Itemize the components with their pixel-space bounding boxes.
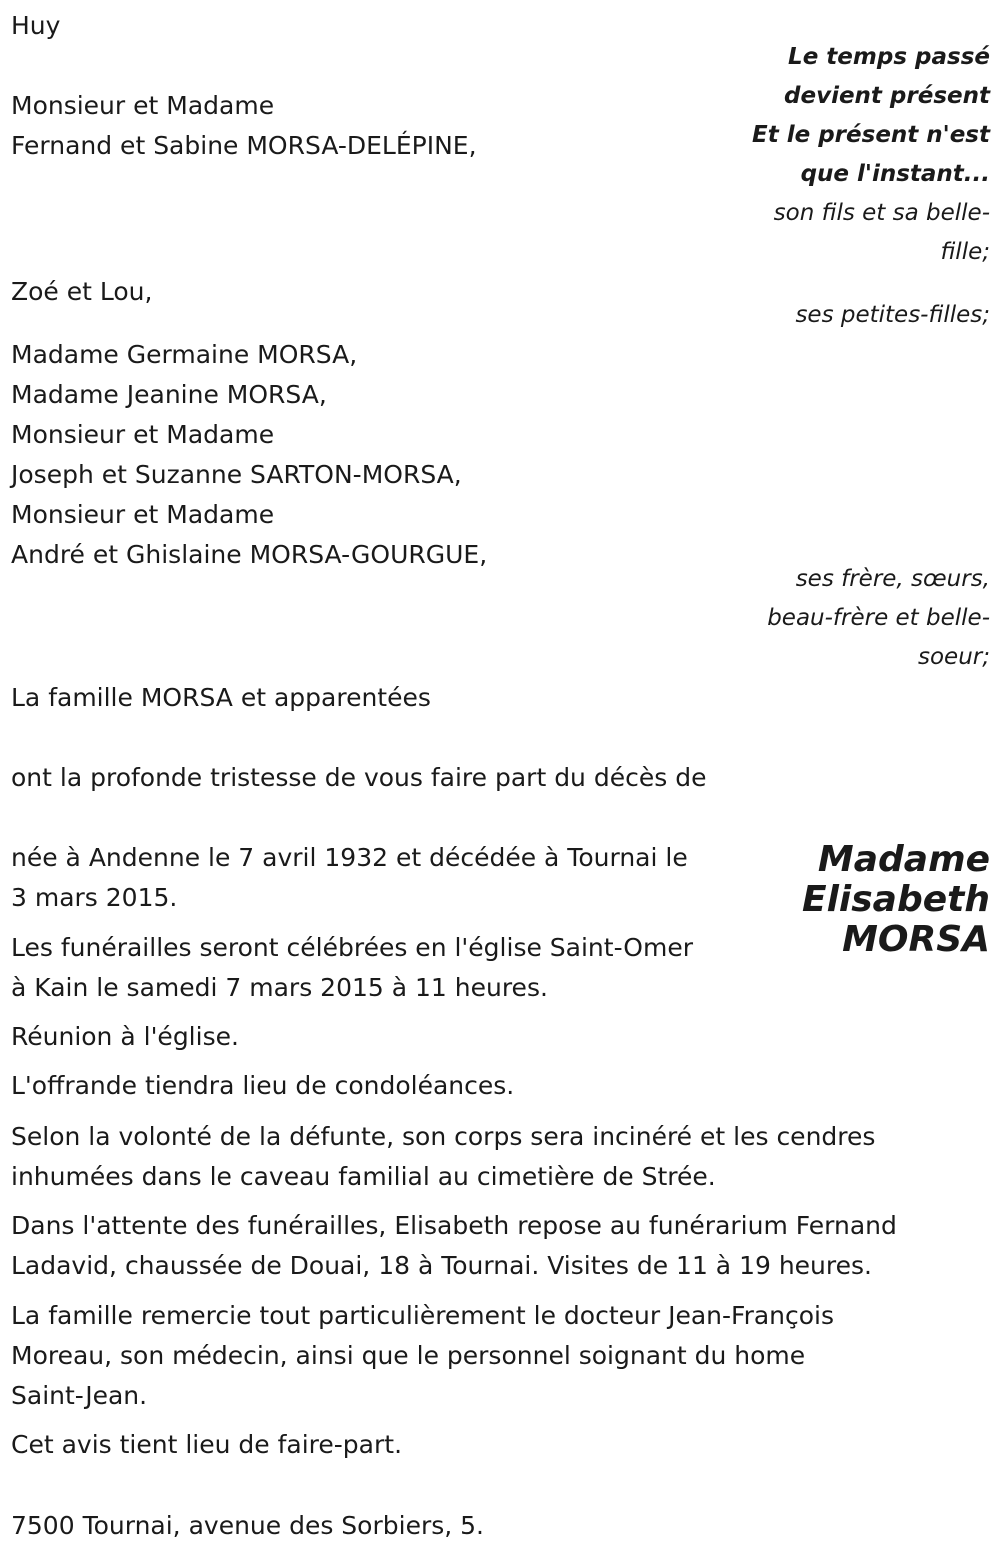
paragraph-line: Ladavid, chaussée de Douai, 18 à Tournai. Visites de 11 à 19 heures.: [11, 1251, 872, 1280]
relation-line: son fils et sa belle-: [773, 200, 990, 226]
thanks-paragraph: [11, 1296, 834, 1416]
name-line: Joseph et Suzanne SARTON-MORSA,: [11, 460, 462, 489]
name-line: Madame Germaine MORSA,: [11, 340, 358, 369]
notice-paragraph: [11, 1425, 402, 1465]
name-line: Zoé et Lou,: [11, 277, 153, 306]
poem: [752, 38, 990, 194]
paragraph-line: 3 mars 2015.: [11, 883, 178, 912]
deceased-name: [802, 840, 990, 960]
reunion-paragraph: [11, 1017, 239, 1057]
offering-paragraph: [11, 1066, 514, 1106]
paragraph-line: L'offrande tiendra lieu de condoléances.: [11, 1071, 515, 1100]
city: Huy: [11, 11, 61, 40]
name-line: Monsieur et Madame: [11, 500, 275, 529]
announcement: ont la profonde tristesse de vous faire part du décès de: [11, 763, 707, 792]
relation-line: fille;: [940, 239, 990, 265]
siblings-names: [11, 335, 487, 575]
name-line: Fernand et Sabine MORSA-DELÉPINE,: [11, 131, 477, 160]
paragraph-line: La famille remercie tout particulièrement le docteur Jean-François: [11, 1301, 835, 1330]
family-line: La famille MORSA et apparentées: [11, 683, 431, 712]
poem-line: Et le présent n'est: [752, 122, 990, 148]
name-line: André et Ghislaine MORSA-GOURGUE,: [11, 540, 488, 569]
name-line: Monsieur et Madame: [11, 91, 275, 120]
deceased-name-line: Madame: [817, 839, 990, 880]
son-names: [11, 86, 477, 166]
address: 7500 Tournai, avenue des Sorbiers, 5.: [11, 1511, 484, 1540]
poem-line: que l'instant...: [800, 161, 990, 187]
paragraph-line: inhumées dans le caveau familial au cimetière de Strée.: [11, 1162, 716, 1191]
birth-death-paragraph: [11, 838, 688, 918]
paragraph-line: Les funérailles seront célébrées en l'église Saint-Omer: [11, 933, 693, 962]
paragraph-line: Réunion à l'église.: [11, 1022, 239, 1051]
paragraph-line: Dans l'attente des funérailles, Elisabeth repose au funérarium Fernand: [11, 1211, 897, 1240]
cremation-paragraph: [11, 1117, 875, 1197]
relation-line: ses frère, sœurs,: [795, 566, 990, 592]
funeral-paragraph: [11, 928, 693, 1008]
deceased-name-line: Elisabeth: [801, 879, 990, 920]
relation-line: soeur;: [918, 644, 990, 670]
name-line: Monsieur et Madame: [11, 420, 275, 449]
paragraph-line: née à Andenne le 7 avril 1932 et décédée à Tournai le: [11, 843, 688, 872]
relation-line: ses petites-filles;: [795, 302, 990, 328]
granddaughters-names: [11, 272, 152, 312]
paragraph-line: Saint-Jean.: [11, 1381, 148, 1410]
deceased-name-line: MORSA: [842, 919, 990, 960]
paragraph-line: Selon la volonté de la défunte, son corps sera incinéré et les cendres: [11, 1122, 876, 1151]
poem-line: devient présent: [784, 83, 990, 109]
name-line: Madame Jeanine MORSA,: [11, 380, 327, 409]
relation-line: beau-frère et belle-: [767, 605, 990, 631]
visitation-paragraph: [11, 1206, 897, 1286]
paragraph-line: Moreau, son médecin, ainsi que le personnel soignant du home: [11, 1341, 806, 1370]
paragraph-line: à Kain le samedi 7 mars 2015 à 11 heures.: [11, 973, 548, 1002]
paragraph-line: Cet avis tient lieu de faire-part.: [11, 1430, 403, 1459]
poem-line: Le temps passé: [788, 44, 990, 70]
granddaughters-relation: [795, 296, 990, 335]
son-relation: [774, 194, 990, 272]
siblings-relation: [767, 560, 990, 677]
